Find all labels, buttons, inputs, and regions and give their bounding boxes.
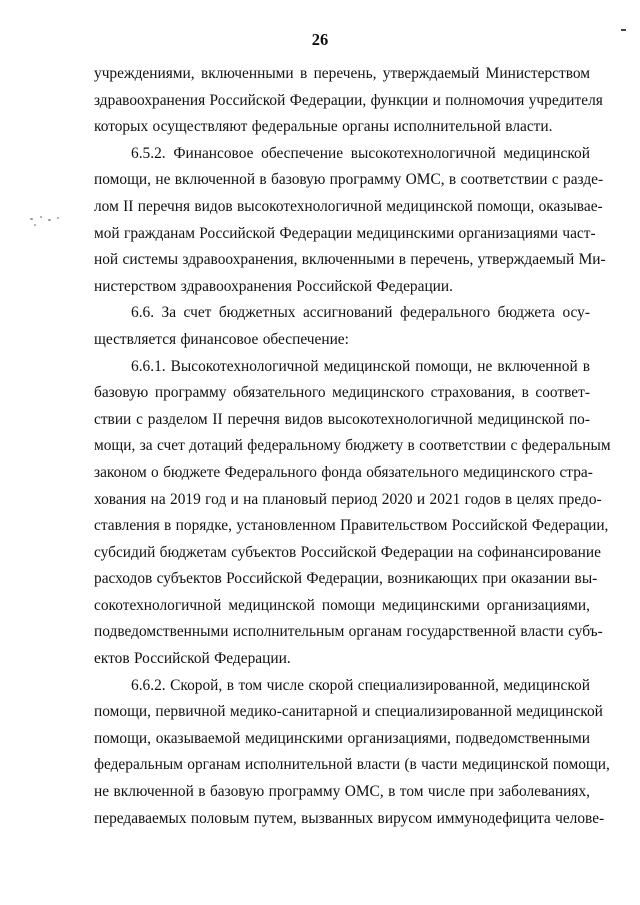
text-line: базовую программу обязательного медицинского страхования, в соответ- [94,384,590,402]
text-line: нистерством здравоохранения Российской Федерации. [94,277,454,295]
text-line: мощи, за счет дотаций федеральному бюджету в соответствии с федеральным [94,437,611,455]
text-line: помощи, оказываемой медицинскими организациями, подведомственными [94,729,590,747]
scan-speck [48,219,51,221]
text-line: субсидий бюджетам субъектов Российской Федерации на софинансирование [94,543,601,561]
text-line: 6.6. За счет бюджетных ассигнований федерального бюджета осу- [131,304,590,322]
text-line: помощи, не включенной в базовую программу ОМС, в соответствии с разде- [94,171,604,189]
text-line: хования на 2019 год и на плановый период 2020 и 2021 годов в целях предо- [94,490,602,508]
paragraph-6-6 [94,300,590,353]
text-line: здравоохранения Российской Федерации, функции и полномочия учредителя [94,91,603,109]
text-line: ной системы здравоохранения, включенными в перечень, утверждаемый Ми- [94,251,606,269]
text-line: 6.5.2. Финансовое обеспечение высокотехнологичной медицинской [131,144,590,162]
page-number: 26 [311,30,329,49]
text-line: сокотехнологичной медицинской помощи медицинскими организациями, [94,596,590,614]
paragraph-6-6-2 [94,673,610,833]
text-line: не включенной в базовую программу ОМС, в том числе при заболеваниях, [94,783,590,801]
scan-speck [40,216,42,218]
text-line: 6.6.1. Высокотехнологичной медицинской помощи, не включенной в [131,357,590,375]
text-line: 6.6.2. Скорой, в том числе скорой специализированной, медицинской [131,676,590,694]
text-line: ставления в порядке, установленном Правительством Российской Федерации, [94,517,609,535]
paragraph-6-5-2 [94,141,606,301]
text-line: законом о бюджете Федерального фонда обязательного медицинского стра- [94,463,593,481]
scan-speck [57,217,59,219]
text-line: передаваемых половым путем, вызванных вирусом иммунодефицита челове- [94,809,605,827]
text-line: ствии с разделом II перечня видов высокотехнологичной медицинской по- [94,410,590,428]
text-line: учреждениями, включенными в перечень, утверждаемый Министерством [94,65,590,82]
text-line: подведомственными исполнительным органам государственной власти субъ- [94,623,603,641]
text-line: ществляется финансовое обеспечение: [94,330,349,348]
paragraph-6-6-1 [94,354,611,673]
text-line: расходов субъектов Российской Федерации, возникающих при оказании вы- [94,570,598,588]
scan-speck [34,224,36,226]
body-text [94,61,611,832]
text-line: федеральным органам исполнительной власти (в части медицинской помощи, [94,756,610,774]
text-line: которых осуществляют федеральные органы исполнительной власти. [94,118,553,136]
text-line: лом II перечня видов высокотехнологичной медицинской помощи, оказывае- [94,197,603,215]
text-line: помощи, первичной медико-санитарной и специализированной медицинской [94,703,603,721]
text-line: ектов Российской Федерации. [94,650,291,668]
text-line: мой гражданам Российской Федерации медицинскими организациями част- [94,224,596,242]
scan-speck [30,218,33,220]
paragraph [94,61,603,141]
